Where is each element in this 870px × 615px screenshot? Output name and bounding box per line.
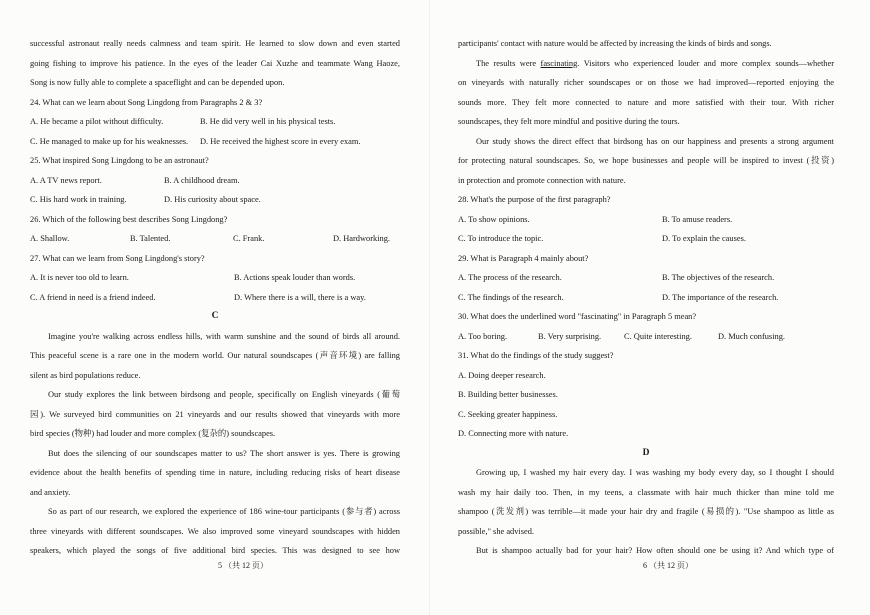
passage-line: participants' contact with nature would be affected by increasing the kinds of birds and songs. (458, 39, 772, 48)
option-row (30, 288, 400, 308)
option-d: D. Where there is a will, there is a way. (234, 292, 366, 302)
passage-line: in protection and promote connection with nature. (458, 175, 626, 185)
option-b: B. Very surprising. (538, 331, 602, 341)
option-a: A. Doing deeper research. (458, 370, 546, 380)
passage-line: speakers, which played the songs of five additional bird species. This was designed to see how (30, 546, 400, 555)
option-row (30, 190, 400, 210)
option-a: A. It is never too old to learn. (30, 273, 129, 282)
option-c: C. Seeking greater happiness. (458, 409, 558, 419)
option-d: D. Hardworking. (333, 234, 390, 243)
option-c: C. He managed to make up for his weaknesses. (30, 136, 189, 146)
option-d: D. To explain the causes. (662, 234, 746, 243)
option-row (30, 171, 400, 191)
option-d: D. The importance of the research. (662, 292, 779, 302)
passage-line: bird species (物种) had louder and more complex (复杂的) soundscapes. (30, 429, 276, 438)
passage-line: on vineyards with naturally richer soundscapes or on those we had improved—reported enjoying the (458, 78, 834, 87)
passage-line: Our study explores the link between birdsong and people, specifically on English vineyards (葡萄 (48, 390, 400, 399)
passage-line: But does the silencing of our soundscapes matter to us? The short answer is yes. There is growing (48, 448, 400, 458)
option-b: B. Talented. (130, 234, 171, 243)
right-page (458, 34, 834, 561)
option-row (30, 268, 400, 288)
passage-line: soundscapes, they felt more mindful and positive during the tours. (458, 117, 680, 126)
option-d: D. Much confusing. (718, 331, 785, 341)
question-stem: 29. What is Paragraph 4 mainly about? (458, 253, 589, 263)
passage-line: wash my hair daily too. Then, in my teens, a classmate with hair much thicker than mine told me (458, 487, 834, 497)
question-stem: 24. What can we learn about Song Lingdong from Paragraphs 2 & 3? (30, 97, 263, 107)
question-stem: 28. What's the purpose of the first paragraph? (458, 195, 611, 204)
option-row (458, 268, 834, 288)
option-row (458, 327, 834, 347)
question-stem: 27. What can we learn from Song Lingdong's story? (30, 253, 205, 263)
option-row (30, 112, 400, 132)
option-a: A. A TV news report. (30, 175, 102, 185)
passage-line: for protecting natural soundscapes. So, we hope businesses and people will be inspired to invest (投资) (458, 156, 834, 165)
passage-line: and anxiety. (30, 487, 71, 497)
passage-line (458, 54, 834, 74)
option-c: C. Frank. (233, 234, 265, 243)
option-b: B. The objectives of the research. (662, 273, 775, 282)
passage-line: successful astronaut really needs calmness and team spirit. He learned to slow down and even started (30, 39, 400, 48)
passage-line: three vineyards with different soundscapes. We also improved some vineyard soundscapes with hidden (30, 526, 400, 536)
passage-line: going fishing to improve his patience. In the eyes of the leader Cai Xuzhe and teammate Wang Haoze, (30, 58, 400, 68)
option-c: C. Quite interesting. (624, 331, 692, 341)
passage-line: This peaceful scene is a rare one in the modern world. Our natural soundscapes (声音环境) are falling (30, 351, 400, 360)
option-a: A. The process of the research. (458, 273, 562, 282)
option-d: D. He received the highest score in every exam. (200, 136, 361, 146)
question-stem: 30. What does the underlined word "fascinating" in Paragraph 5 mean? (458, 312, 697, 321)
option-a: A. To show opinions. (458, 214, 530, 224)
question-stem: 26. Which of the following best describes Song Lingdong? (30, 214, 228, 224)
passage-line: evidence about the health benefits of spending time in nature, including reducing risks of heart disease (30, 468, 400, 477)
passage-line: So as part of our research, we explored the experience of 186 wine-tour participants (参与者) across (48, 507, 400, 516)
option-b: B. He did very well in his physical tests. (200, 117, 336, 126)
option-row (458, 229, 834, 249)
page-gutter (429, 0, 430, 615)
option-d: D. His curiosity about space. (164, 195, 261, 204)
option-row (30, 229, 400, 249)
option-a: A. Too boring. (458, 331, 508, 341)
option-row (458, 288, 834, 308)
option-b: B. A childhood dream. (164, 175, 240, 185)
question-stem: 25. What inspired Song Lingdong to be an astronaut? (30, 156, 209, 165)
left-page (30, 34, 400, 561)
passage-line: shampoo (洗发剂) was terrible—it made your hair dry and fragile (易损的). "Use shampoo as little as (458, 507, 834, 516)
option-c: C. To introduce the topic. (458, 234, 544, 243)
option-a: A. He became a pilot without difficulty. (30, 117, 164, 126)
passage-line: Growing up, I washed my hair every day. I was washing my body every day, so I thought I should (476, 468, 834, 477)
section-heading: C (211, 311, 219, 321)
passage-text: The results were (476, 58, 541, 68)
option-row (458, 210, 834, 230)
passage-line: possible," she advised. (458, 526, 534, 536)
passage-line: But is shampoo actually bad for your hair? How often should one be using it? And which type of (476, 546, 834, 555)
page-number: 6 （共 12 页） (643, 561, 693, 570)
page-number: 5 （共 12 页） (218, 561, 268, 570)
question-stem: 31. What do the findings of the study suggest? (458, 351, 614, 360)
passage-text: . Visitors who experienced louder and more complex sounds—whether (577, 58, 834, 68)
option-c: C. His hard work in training. (30, 195, 127, 204)
option-d: D. Connecting more with nature. (458, 429, 569, 438)
underlined-word: fascinating (540, 58, 578, 68)
option-c: C. A friend in need is a friend indeed. (30, 292, 156, 302)
passage-line: Song is now fully able to complete a spaceflight and can be depended upon. (30, 78, 285, 87)
option-b: B. Building better businesses. (458, 390, 558, 399)
passage-line: 园). We surveyed bird communities on 21 vineyards and our results showed that vineyards with more (30, 409, 400, 419)
option-c: C. The findings of the research. (458, 292, 564, 302)
passage-line: Our study shows the direct effect that birdsong has on our happiness and presents a strong argument (476, 136, 834, 146)
option-row (30, 132, 400, 152)
passage-line: sounds more. They felt more connected to nature and more satisfied with their tour. With richer (458, 97, 834, 107)
option-b: B. To amuse readers. (662, 214, 733, 224)
passage-line: silent as bird populations reduce. (30, 370, 141, 380)
passage-line: Imagine you're walking across endless hills, with warm sunshine and the sound of birds all around. (48, 331, 400, 341)
option-a: A. Shallow. (30, 234, 70, 243)
option-b: B. Actions speak louder than words. (234, 273, 356, 282)
section-heading: D (642, 447, 650, 458)
